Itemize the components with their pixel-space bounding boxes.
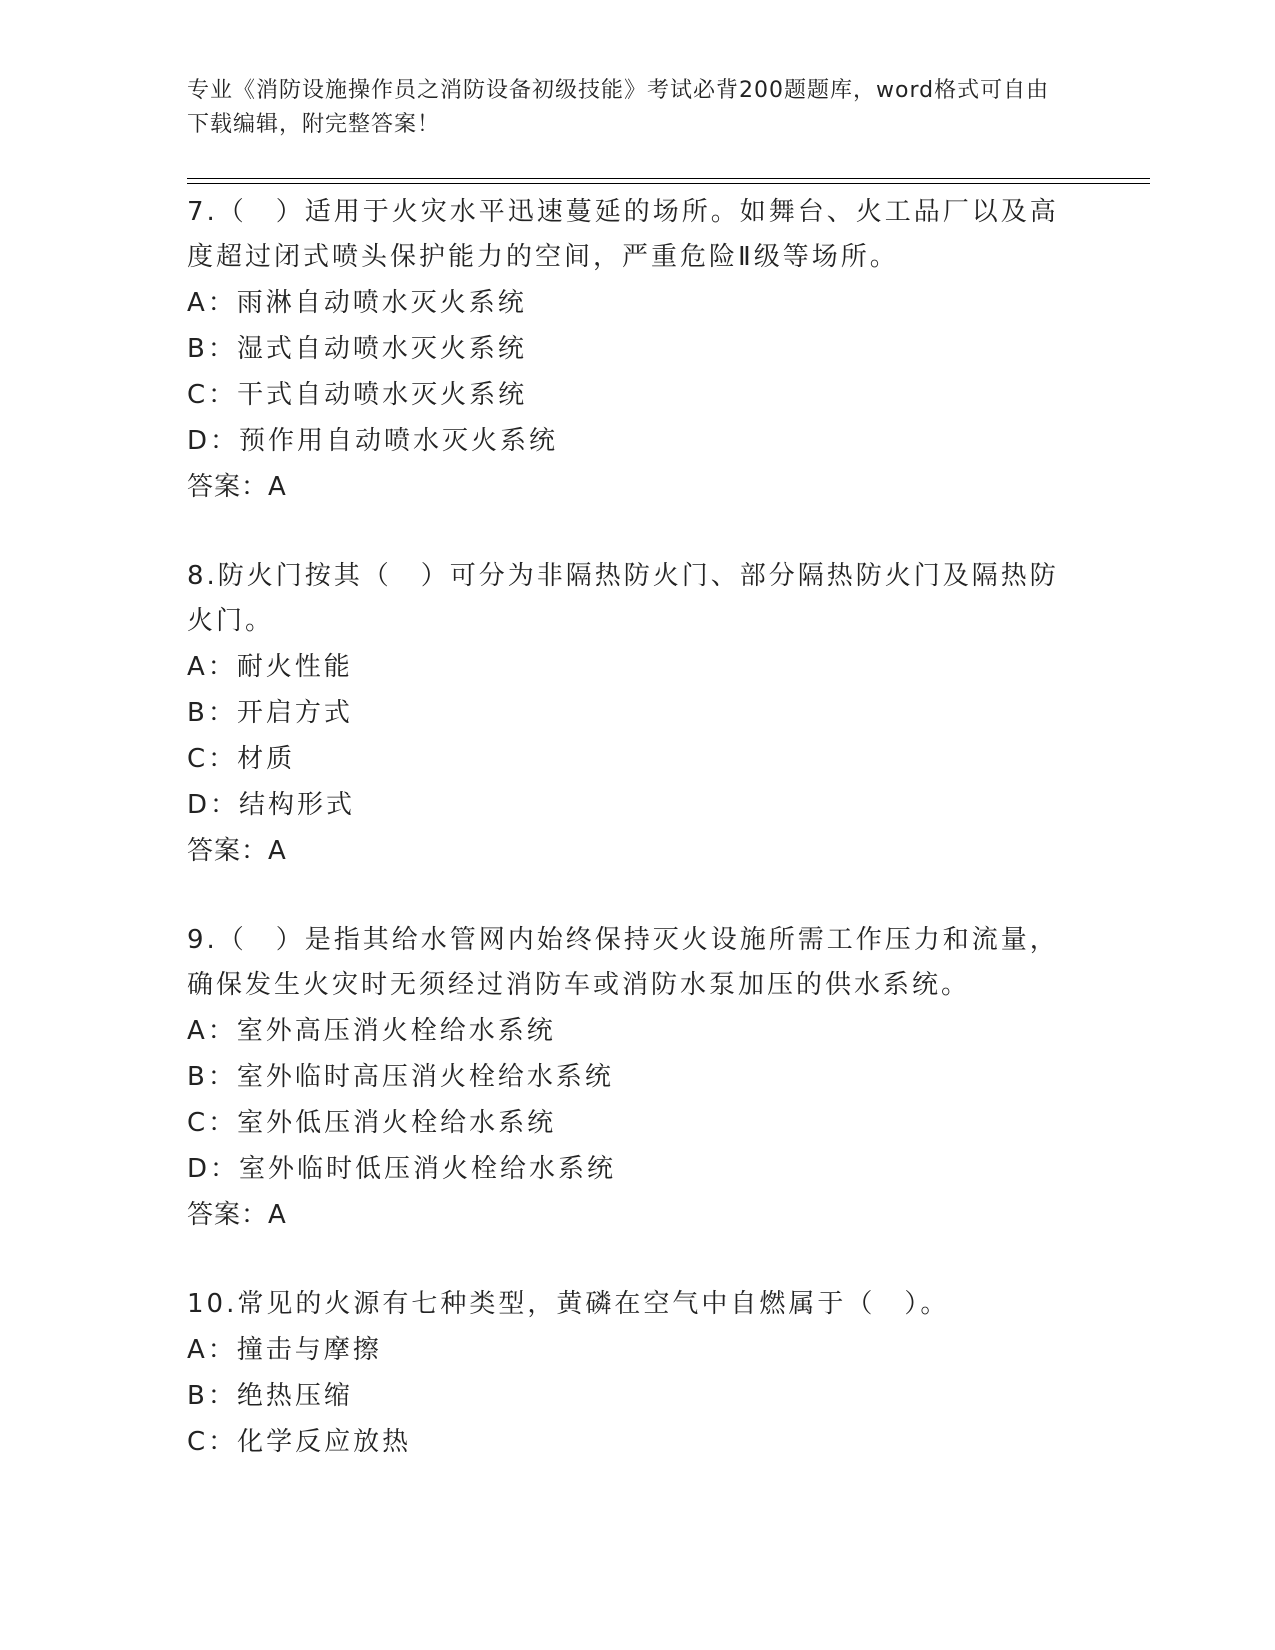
header-divider-bottom [187, 183, 1150, 184]
option-c: C：化学反应放热 [187, 1427, 412, 1457]
question-10 [187, 1282, 1077, 1465]
option-b: B：室外临时高压消火栓给水系统 [187, 1062, 614, 1092]
option-b: B：绝热压缩 [187, 1381, 353, 1411]
question-7 [187, 190, 1077, 510]
option-c: C：材质 [187, 744, 296, 774]
header-divider-top [187, 178, 1150, 179]
option-b: B：湿式自动喷水灭火系统 [187, 334, 527, 364]
option-d: D：结构形式 [187, 790, 356, 820]
question-8 [187, 554, 1077, 874]
option-d: D：室外临时低压消火栓给水系统 [187, 1154, 617, 1184]
question-text: 9.（ ）是指其给水管网内始终保持灭火设施所需工作压力和流量，确保发生火灾时无须经过消防车或消防水泵加压的供水系统。 [187, 925, 1059, 1000]
answer-line: 答案：A [187, 1200, 287, 1230]
option-a: A：耐火性能 [187, 652, 353, 682]
question-text: 7.（ ）适用于火灾水平迅速蔓延的场所。如舞台、火工品厂以及高度超过闭式喷头保护能力的空间，严重危险Ⅱ级等场所。 [187, 197, 1059, 272]
option-a: A：室外高压消火栓给水系统 [187, 1016, 556, 1046]
question-text: 10.常见的火源有七种类型，黄磷在空气中自燃属于（ ）。 [187, 1289, 950, 1319]
option-a: A：撞击与摩擦 [187, 1335, 382, 1365]
option-c: C：室外低压消火栓给水系统 [187, 1108, 557, 1138]
question-list [187, 190, 1077, 1509]
answer-line: 答案：A [187, 836, 287, 866]
document-header: 专业《消防设施操作员之消防设备初级技能》考试必背200题题库，word格式可自由下载编辑，附完整答案！ [187, 78, 1050, 137]
question-9 [187, 918, 1077, 1238]
option-c: C：干式自动喷水灭火系统 [187, 380, 528, 410]
question-text: 8.防火门按其（ ）可分为非隔热防火门、部分隔热防火门及隔热防火门。 [187, 561, 1059, 636]
option-d: D：预作用自动喷水灭火系统 [187, 426, 559, 456]
option-b: B：开启方式 [187, 698, 353, 728]
answer-line: 答案：A [187, 472, 287, 502]
option-a: A：雨淋自动喷水灭火系统 [187, 288, 527, 318]
